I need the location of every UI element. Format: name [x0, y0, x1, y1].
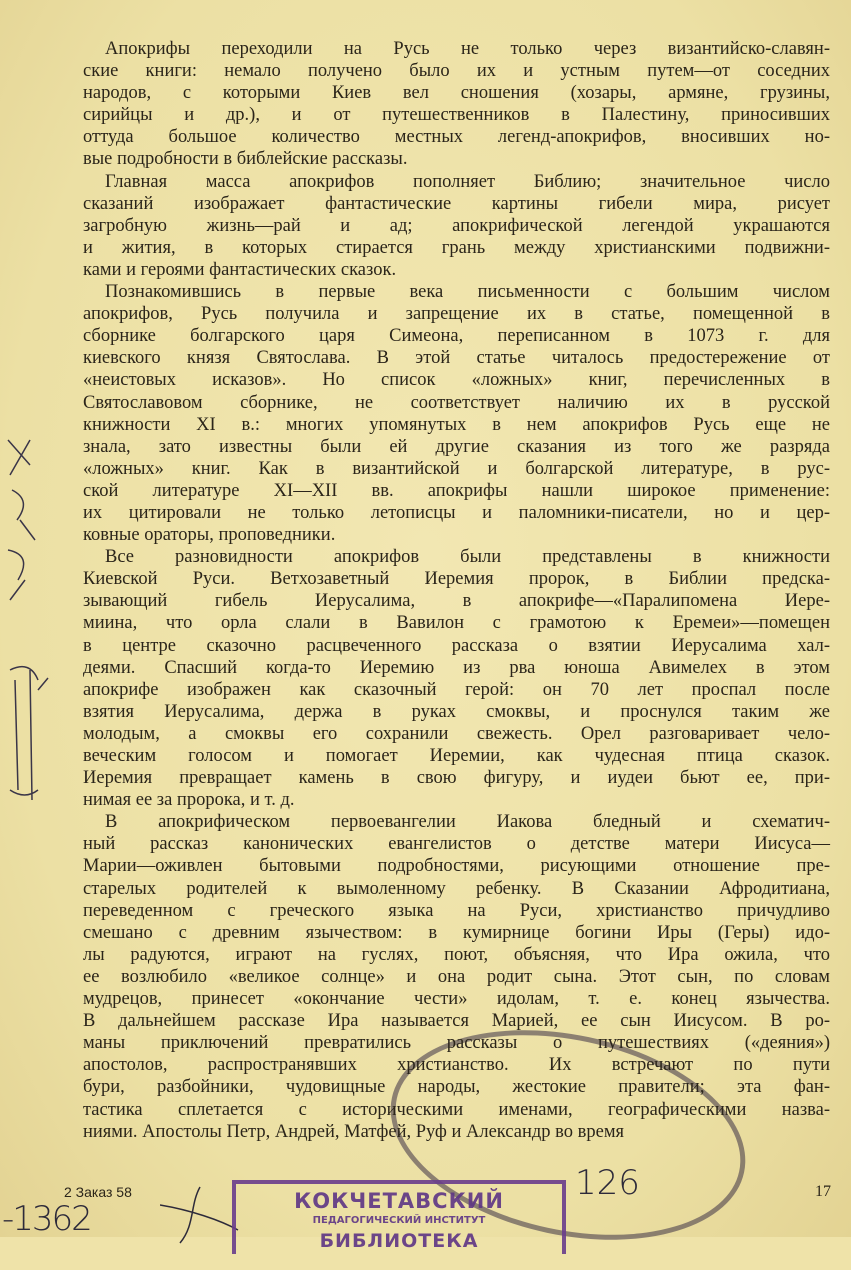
text-line: Главная масса апокрифов пополняет Библию; значительное число — [105, 171, 830, 192]
text-line: «ложных» книг. Как в византийской и болгарской литературе, в рус- — [83, 458, 830, 479]
text-line: Познакомившись в первые века письменности с большим числом — [105, 282, 830, 303]
text-line: ковные ораторы, проповедники. — [83, 525, 336, 546]
text-line: смешано с древним язычеством: в кумирнице богини Иры (Геры) идо- — [83, 922, 830, 943]
text-line: и жития, в которых стирается грань между христианскими подвижни- — [83, 237, 830, 258]
text-line: в центре сказочно расцвеченного рассказа о взятии Иерусалима хал- — [83, 635, 830, 656]
text-line: зывающий гибель Иерусалима, в апокрифе—«Паралипомена Иере- — [83, 591, 830, 612]
text-line: деями. Спасший когда-то Иеремию из рва юноша Авимелех в этом — [83, 657, 830, 678]
text-line: ее возлюбило «великое солнце» и она родит сына. Этот сын, по словам — [83, 966, 830, 987]
text-line: ный рассказ канонических евангелистов о детстве матери Иисуса— — [83, 834, 830, 855]
text-line: Все разновидности апокрифов были представлены в книжности — [105, 547, 830, 568]
stamp-line-2: ПЕДАГОГИЧЕСКИЙ ИНСТИТУТ — [312, 1215, 486, 1226]
text-line: ками и героями фантастических сказок. — [83, 259, 397, 280]
text-line: апокрифов, Русь получила и запрещение их в статье, помещенной в — [83, 304, 830, 325]
text-line: лы радуются, играют на гуслях, поют, объясняя, что Ира ожила, что — [83, 944, 830, 965]
text-line: апокрифе изображен как сказочный герой: он 70 лет проспал после — [83, 679, 830, 700]
text-line: Иеремия превращает камень в свою фигуру, и иудеи бьют ее, при- — [83, 768, 830, 789]
handwritten-inventory-number: -1362 — [2, 1199, 91, 1239]
text-line: мудрецов, принесет «окончание чести» идолам, т. е. конец язычества. — [83, 989, 830, 1010]
printer-signature: 2 Заказ 58 — [64, 1184, 132, 1200]
handwritten-number: 126 — [575, 1163, 640, 1203]
text-line: старелых родителей к вымоленному ребенку. В Сказании Афродитиана, — [83, 878, 830, 899]
page-number: 17 — [815, 1183, 831, 1200]
margin-handwriting — [0, 420, 60, 820]
text-line: веческим голосом и помогает Иеремии, как чудесная птица сказок. — [83, 746, 830, 766]
text-line: молодым, а смоквы его сохранили свежесть. Орел разговаривает чело- — [83, 723, 830, 744]
text-line: народов, с которыми Киев вел сношения (хозары, армяне, грузины, — [83, 83, 830, 104]
text-line: переведенном с греческого языка на Руси, христианство причудливо — [83, 900, 830, 921]
text-line: сирийцы и др.), и от путешественников в Палестину, приносивших — [83, 105, 830, 126]
text-line: тастика сплетается с историческими именами, географическими назва- — [83, 1099, 830, 1120]
text-line: нимая ее за пророка, и т. д. — [83, 790, 295, 811]
text-line: В дальнейшем рассказе Ира называется Марией, ее сын Иисусом. В ро- — [83, 1011, 830, 1032]
text-line: сказаний изображает фантастические картины гибели мира, рисует — [83, 193, 830, 214]
text-line: миина, что орла слали в Вавилон с грамотою к Еремеи»—помещен — [83, 613, 830, 634]
text-line: Марии—оживлен бытовыми подробностями, рисующими отношение пре- — [83, 856, 830, 877]
library-stamp — [232, 1180, 566, 1254]
text-line: загробную жизнь—рай и ад; апокрифической легендой украшаются — [83, 215, 830, 236]
text-line: оттуда большое количество местных легенд-апокрифов, вносивших но- — [83, 127, 830, 148]
text-line: вые подробности в библейские рассказы. — [83, 149, 408, 170]
text-line: «неистовых исказов». Но список «ложных» книг, перечисленных в — [83, 370, 830, 391]
text-line: их цитировали не только летописцы и паломники-писатели, но и цер- — [83, 502, 830, 523]
text-line: книжности XI в.: многих упомянутых в нем апокрифов Русь еще не — [83, 414, 830, 435]
text-line: ской литературе XI—XII вв. апокрифы нашли широкое применение: — [83, 480, 830, 501]
stamp-line-1: КОКЧЕТАВСКИЙ — [294, 1189, 504, 1213]
body-text — [83, 38, 830, 1143]
text-line: взятия Иерусалима, держа в руках смоквы, и проснулся таким же — [83, 701, 830, 722]
text-line: киевского князя Святослава. В этой статье читалось предостережение от — [83, 348, 830, 369]
text-line: бури, разбойники, чудовищные народы, жестокие правители; эта фан- — [83, 1077, 830, 1098]
text-line: Апокрифы переходили на Русь не только через византийско-славян- — [105, 39, 830, 59]
text-line: сборнике болгарского царя Симеона, переписанном в 1073 г. для — [83, 326, 830, 347]
text-line: ниями. Апостолы Петр, Андрей, Матфей, Руф и Александр во время — [83, 1121, 625, 1142]
handwritten-stroke — [160, 1185, 240, 1245]
text-line: апостолов, распространявших христианство. Их встречают по пути — [83, 1055, 830, 1076]
text-line: В апокрифическом первоевангелии Иакова бледный и схематич- — [105, 812, 830, 833]
text-line: ские книги: немало получено было их и устным путем—от соседних — [83, 61, 830, 82]
text-line: маны приключений превратились рассказы о путешествиях («деяния») — [83, 1033, 830, 1054]
stamp-line-3: БИБЛИОТЕКА — [319, 1230, 479, 1252]
text-line: Киевской Руси. Ветхозаветный Иеремия пророк, в Библии предска- — [83, 569, 830, 590]
text-line: Святославовом сборнике, не соответствует наличию их в русской — [83, 392, 830, 413]
text-line: знала, зато известны были ей другие сказания из того же разряда — [83, 436, 830, 457]
